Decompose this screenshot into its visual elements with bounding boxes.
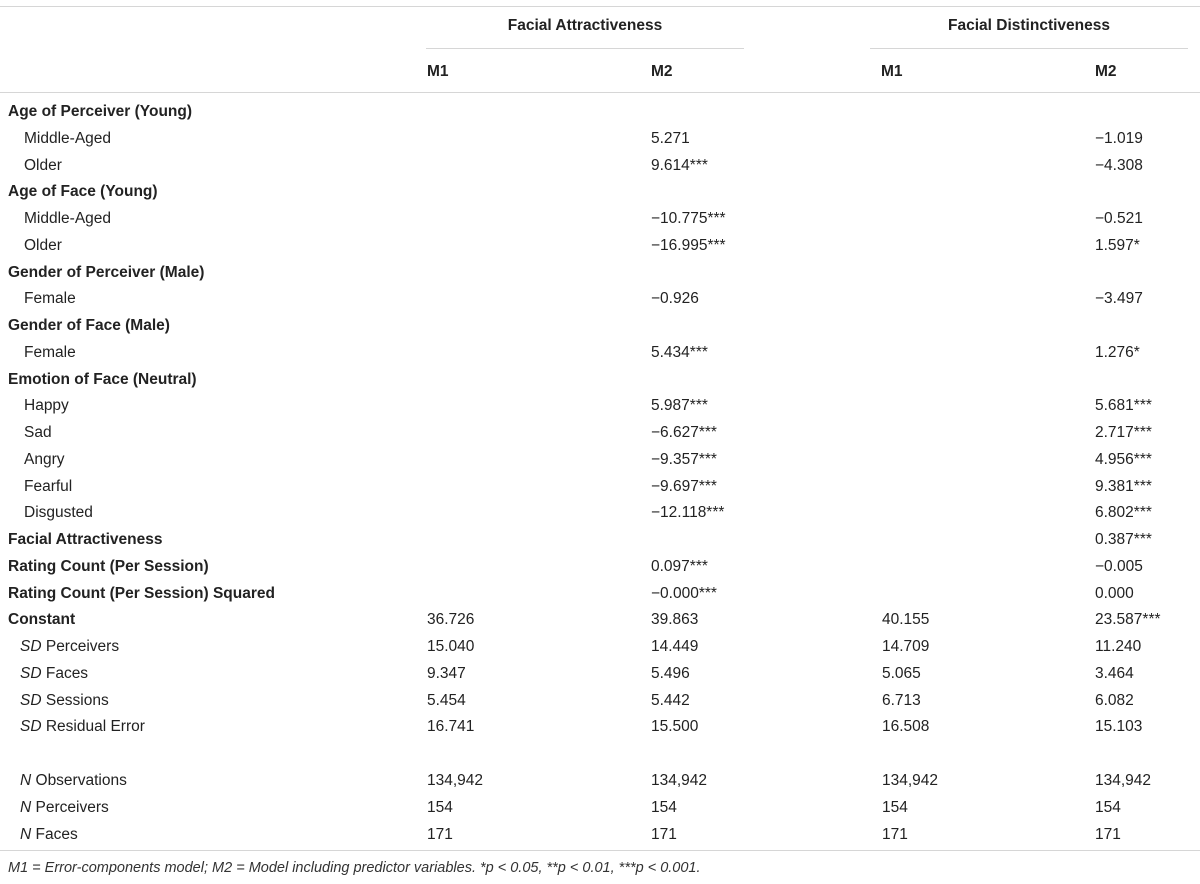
row-label: [20, 772, 127, 790]
table-cell: 5.454: [427, 692, 466, 709]
row-label: [24, 451, 65, 469]
table-cell: 134,942: [882, 772, 939, 789]
group-rule-attractiveness: [426, 48, 744, 49]
table-cell: 39.863: [651, 611, 699, 628]
row-label-italic: SD: [20, 638, 42, 655]
row-label: [8, 531, 163, 549]
row-label-text: Sessions: [41, 692, 109, 709]
row-label: [24, 504, 93, 522]
row-label-text: Perceivers: [31, 799, 109, 816]
table-cell: 6.713: [882, 692, 921, 709]
row-label: [24, 478, 72, 496]
table-cell: 171: [427, 826, 453, 843]
row-label: [24, 397, 69, 415]
table-cell: 4.956***: [1095, 451, 1152, 468]
table-cell: 6.082: [1095, 692, 1134, 709]
row-label: [8, 611, 75, 629]
row-label: [24, 424, 52, 442]
row-label: [20, 718, 145, 736]
row-label-text: Rating Count (Per Session): [8, 558, 209, 575]
row-label-text: Observations: [31, 772, 127, 789]
table-cell: 14.709: [882, 638, 930, 655]
table-cell: 171: [651, 826, 677, 843]
row-label: [8, 183, 158, 201]
table-cell: 5.434***: [651, 344, 708, 361]
table-cell: 154: [1095, 799, 1121, 816]
table-cell: 154: [427, 799, 453, 816]
table-footnote: M1 = Error-components model; M2 = Model including predictor variables. *p < 0.05, **p < 0.01, ***p < 0.001.: [8, 860, 701, 876]
row-label-text: Age of Perceiver (Young): [8, 103, 193, 120]
table-cell: 5.987***: [651, 397, 708, 414]
group-header-distinctiveness: Facial Distinctiveness: [948, 17, 1110, 34]
column-header-m1-distinctiveness: M1: [881, 63, 903, 80]
table-cell: 9.347: [427, 665, 466, 682]
row-label: [8, 558, 209, 576]
row-label-text: Faces: [41, 665, 89, 682]
table-cell: 40.155: [882, 611, 930, 628]
row-label: [20, 826, 78, 844]
table-cell: 5.496: [651, 665, 690, 682]
row-label-text: Fearful: [24, 478, 73, 495]
table-cell: 15.103: [1095, 718, 1143, 735]
row-label: [24, 344, 76, 362]
table-cell: 9.614***: [651, 157, 708, 174]
table-cell: 134,942: [651, 772, 708, 789]
table-cell: 3.464: [1095, 665, 1134, 682]
row-label-italic: N: [20, 799, 32, 816]
table-cell: 11.240: [1095, 638, 1142, 655]
row-label-italic: N: [20, 772, 32, 789]
row-label-text: Middle-Aged: [24, 130, 112, 147]
bottom-rule: [0, 850, 1200, 851]
table-cell: 14.449: [651, 638, 699, 655]
row-label-italic: N: [20, 826, 32, 843]
row-label-text: Female: [24, 290, 76, 307]
row-label-text: Disgusted: [24, 504, 93, 521]
table-cell: 9.381***: [1095, 478, 1152, 495]
table-cell: 134,942: [1095, 772, 1152, 789]
row-label-text: Constant: [8, 611, 76, 628]
row-label: [20, 665, 88, 683]
table-cell: 5.271: [651, 130, 690, 147]
row-label: [20, 638, 119, 656]
row-label: [8, 264, 204, 282]
row-label-text: Angry: [24, 451, 65, 468]
table-cell: −16.995***: [651, 237, 726, 254]
top-rule: [0, 6, 1200, 7]
row-label: [8, 103, 192, 121]
row-label-text: Gender of Face (Male): [8, 317, 170, 334]
row-label: [20, 692, 109, 710]
row-label-text: Sad: [24, 424, 52, 441]
row-label-text: Older: [24, 237, 62, 254]
table-cell: 0.387***: [1095, 531, 1152, 548]
table-cell: −9.357***: [651, 451, 717, 468]
row-label-text: Rating Count (Per Session) Squared: [8, 585, 275, 602]
row-label-text: Happy: [24, 397, 69, 414]
row-label: [8, 317, 170, 335]
column-header-m2-distinctiveness: M2: [1095, 63, 1117, 80]
table-cell: 15.040: [427, 638, 475, 655]
table-cell: 0.000: [1095, 585, 1134, 602]
table-cell: 134,942: [427, 772, 484, 789]
row-label-text: Faces: [31, 826, 78, 843]
table-cell: 1.276*: [1095, 344, 1140, 361]
table-cell: −12.118***: [651, 504, 725, 521]
table-cell: −0.005: [1095, 558, 1143, 575]
table-cell: 154: [882, 799, 908, 816]
row-label: [24, 157, 62, 175]
column-header-m1-attractiveness: M1: [427, 63, 449, 80]
row-label: [24, 130, 111, 148]
row-label-italic: SD: [20, 692, 42, 709]
header-rule: [0, 92, 1200, 93]
table-cell: −0.521: [1095, 210, 1143, 227]
row-label-text: Female: [24, 344, 76, 361]
table-cell: 36.726: [427, 611, 475, 628]
row-label: [20, 799, 109, 817]
table-cell: 6.802***: [1095, 504, 1152, 521]
row-label-text: Middle-Aged: [24, 210, 112, 227]
row-label-text: Gender of Perceiver (Male): [8, 264, 205, 281]
row-label: [24, 210, 111, 228]
row-label: [24, 237, 62, 255]
column-header-m2-attractiveness: M2: [651, 63, 673, 80]
table-cell: −0.000***: [651, 585, 717, 602]
table-cell: 2.717***: [1095, 424, 1152, 441]
row-label: [24, 290, 76, 308]
table-cell: 5.442: [651, 692, 690, 709]
row-label-text: Emotion of Face (Neutral): [8, 371, 197, 388]
row-label-italic: SD: [20, 718, 42, 735]
table-cell: 16.508: [882, 718, 930, 735]
row-label-text: Older: [24, 157, 62, 174]
table-cell: −0.926: [651, 290, 699, 307]
table-cell: 5.065: [882, 665, 921, 682]
row-label-text: Facial Attractiveness: [8, 531, 163, 548]
table-cell: 1.597*: [1095, 237, 1140, 254]
table-cell: 0.097***: [651, 558, 708, 575]
group-header-attractiveness: Facial Attractiveness: [507, 17, 663, 34]
row-label-text: Age of Face (Young): [8, 183, 158, 200]
table-cell: −3.497: [1095, 290, 1143, 307]
row-label-text: Perceivers: [41, 638, 120, 655]
table-cell: −4.308: [1095, 157, 1143, 174]
row-label-text: Residual Error: [41, 718, 145, 735]
table-cell: −9.697***: [651, 478, 717, 495]
table-cell: 16.741: [427, 718, 475, 735]
group-rule-distinctiveness: [870, 48, 1188, 49]
table-cell: −1.019: [1095, 130, 1143, 147]
row-label: [8, 585, 275, 603]
table-cell: 171: [882, 826, 908, 843]
row-label: [8, 371, 197, 389]
table-cell: 5.681***: [1095, 397, 1152, 414]
table-cell: −6.627***: [651, 424, 717, 441]
row-label-italic: SD: [20, 665, 42, 682]
table-cell: −10.775***: [651, 210, 726, 227]
table-cell: 15.500: [651, 718, 699, 735]
table-cell: 154: [651, 799, 677, 816]
table-cell: 23.587***: [1095, 611, 1161, 628]
table-cell: 171: [1095, 826, 1121, 843]
